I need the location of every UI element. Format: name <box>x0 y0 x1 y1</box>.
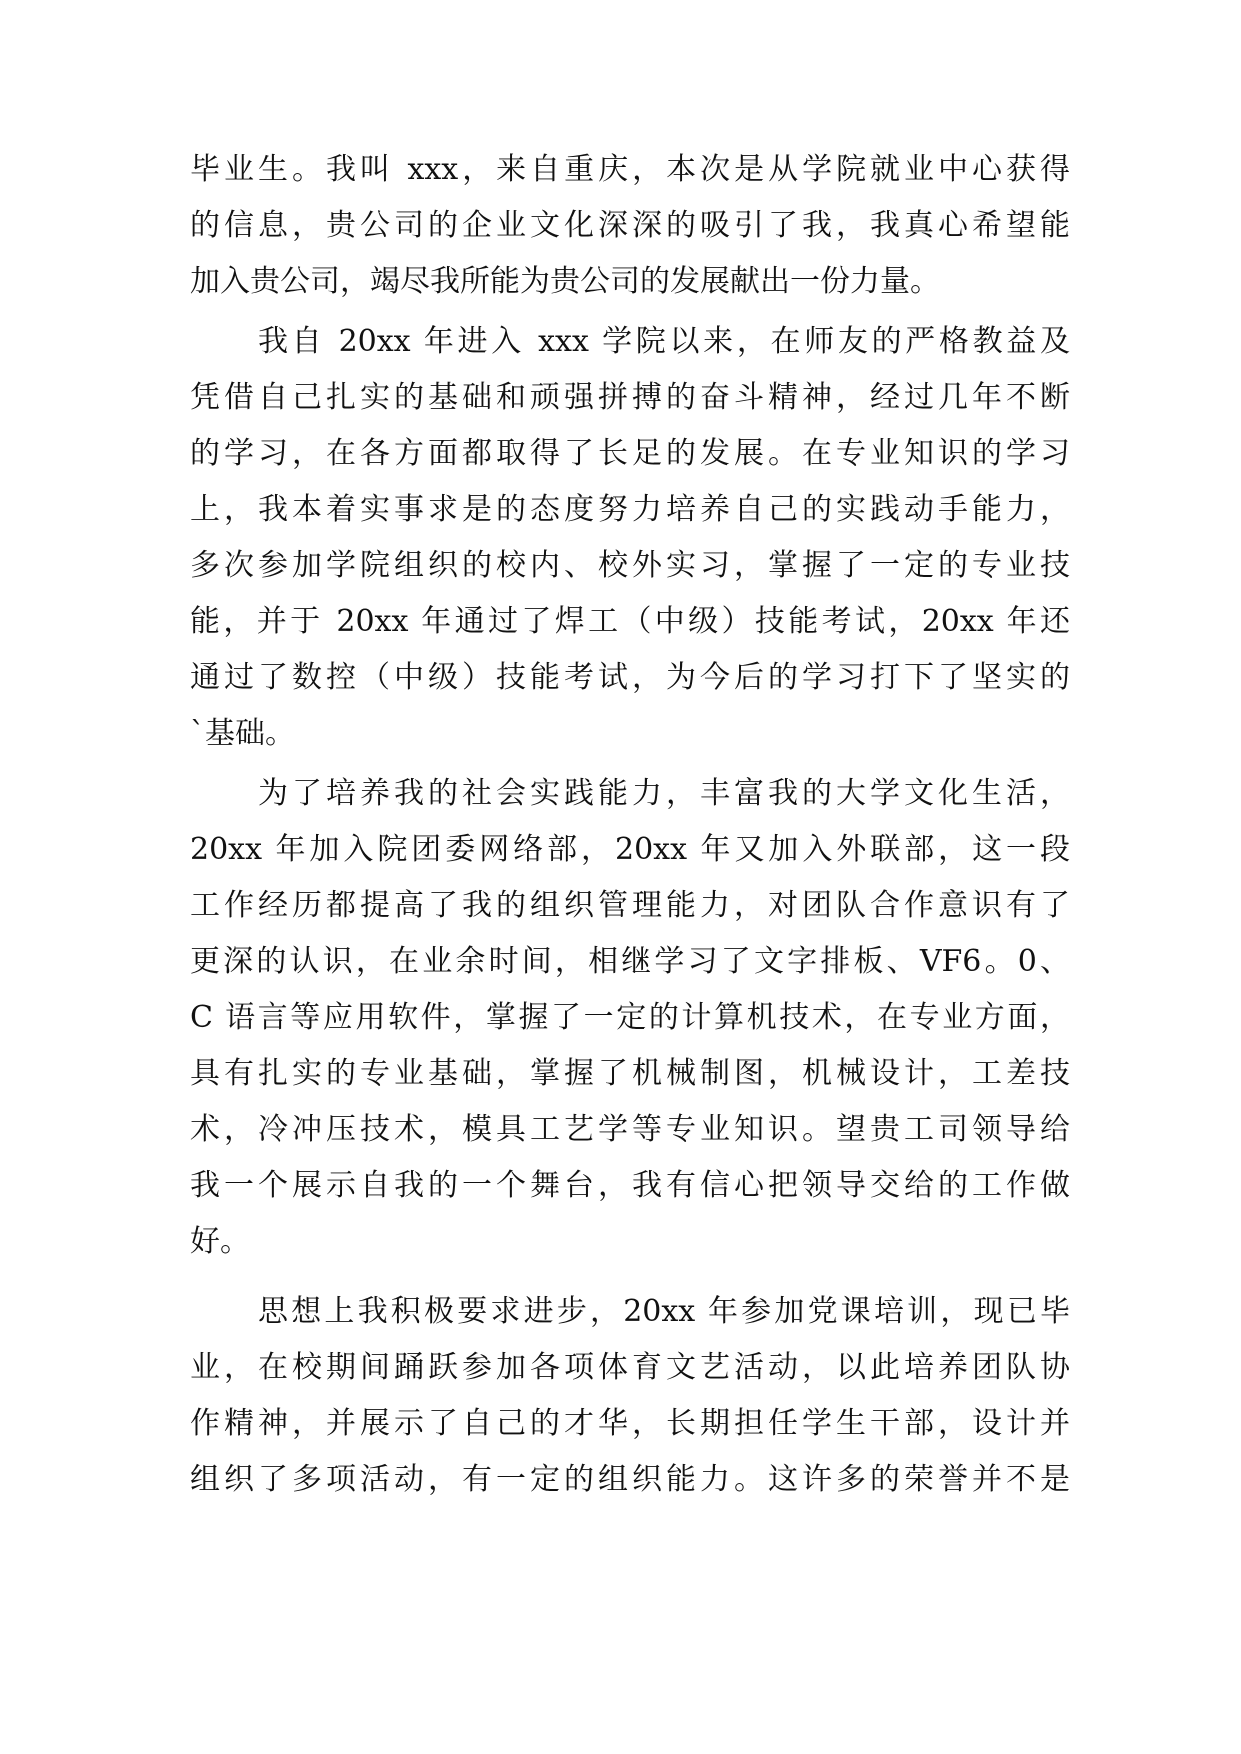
text-line: 更深的认识，在业余时间，相继学习了文字排板、VF6。0、 <box>190 944 1070 979</box>
text-line: 凭借自己扎实的基础和顽强拼搏的奋斗精神，经过几年不断 <box>190 380 1070 415</box>
text-line: 好。 <box>190 1224 250 1259</box>
text-line: 组织了多项活动，有一定的组织能力。这许多的荣誉并不是 <box>190 1462 1070 1497</box>
text-line: 我一个展示自我的一个舞台，我有信心把领导交给的工作做 <box>190 1168 1070 1203</box>
text-line: 我自 20xx 年进入 xxx 学院以来，在师友的严格教益及 <box>258 324 1070 359</box>
text-line: 术，冷冲压技术，模具工艺学等专业知识。望贵工司领导给 <box>190 1112 1070 1147</box>
text-line: 能，并于 20xx 年通过了焊工（中级）技能考试，20xx 年还 <box>190 604 1070 639</box>
text-line: 具有扎实的专业基础，掌握了机械制图，机械设计，工差技 <box>190 1056 1070 1091</box>
text-line: 的学习，在各方面都取得了长足的发展。在专业知识的学习 <box>190 436 1070 471</box>
text-line: 业，在校期间踊跃参加各项体育文艺活动，以此培养团队协 <box>190 1350 1070 1385</box>
text-line: 的信息，贵公司的企业文化深深的吸引了我，我真心希望能 <box>190 208 1070 243</box>
text-line: 通过了数控（中级）技能考试，为今后的学习打下了坚实的 <box>190 660 1070 695</box>
text-line: 多次参加学院组织的校内、校外实习，掌握了一定的专业技 <box>190 548 1070 583</box>
text-line: 20xx 年加入院团委网络部，20xx 年又加入外联部，这一段 <box>190 832 1070 867</box>
text-line: 思想上我积极要求进步，20xx 年参加党课培训，现已毕 <box>258 1294 1070 1329</box>
text-line: C 语言等应用软件，掌握了一定的计算机技术，在专业方面， <box>190 1000 1070 1035</box>
text-line: 作精神，并展示了自己的才华，长期担任学生干部，设计并 <box>190 1406 1070 1441</box>
text-line: 工作经历都提高了我的组织管理能力，对团队合作意识有了 <box>190 888 1070 923</box>
text-line: 为了培养我的社会实践能力，丰富我的大学文化生活， <box>258 776 1070 811</box>
text-line: 毕业生。我叫 xxx，来自重庆，本次是从学院就业中心获得 <box>190 152 1070 187</box>
text-line: 加入贵公司，竭尽我所能为贵公司的发展献出一份力量。 <box>190 264 940 299</box>
text-line: `基础。 <box>190 716 295 751</box>
text-line: 上，我本着实事求是的态度努力培养自己的实践动手能力， <box>190 492 1070 527</box>
